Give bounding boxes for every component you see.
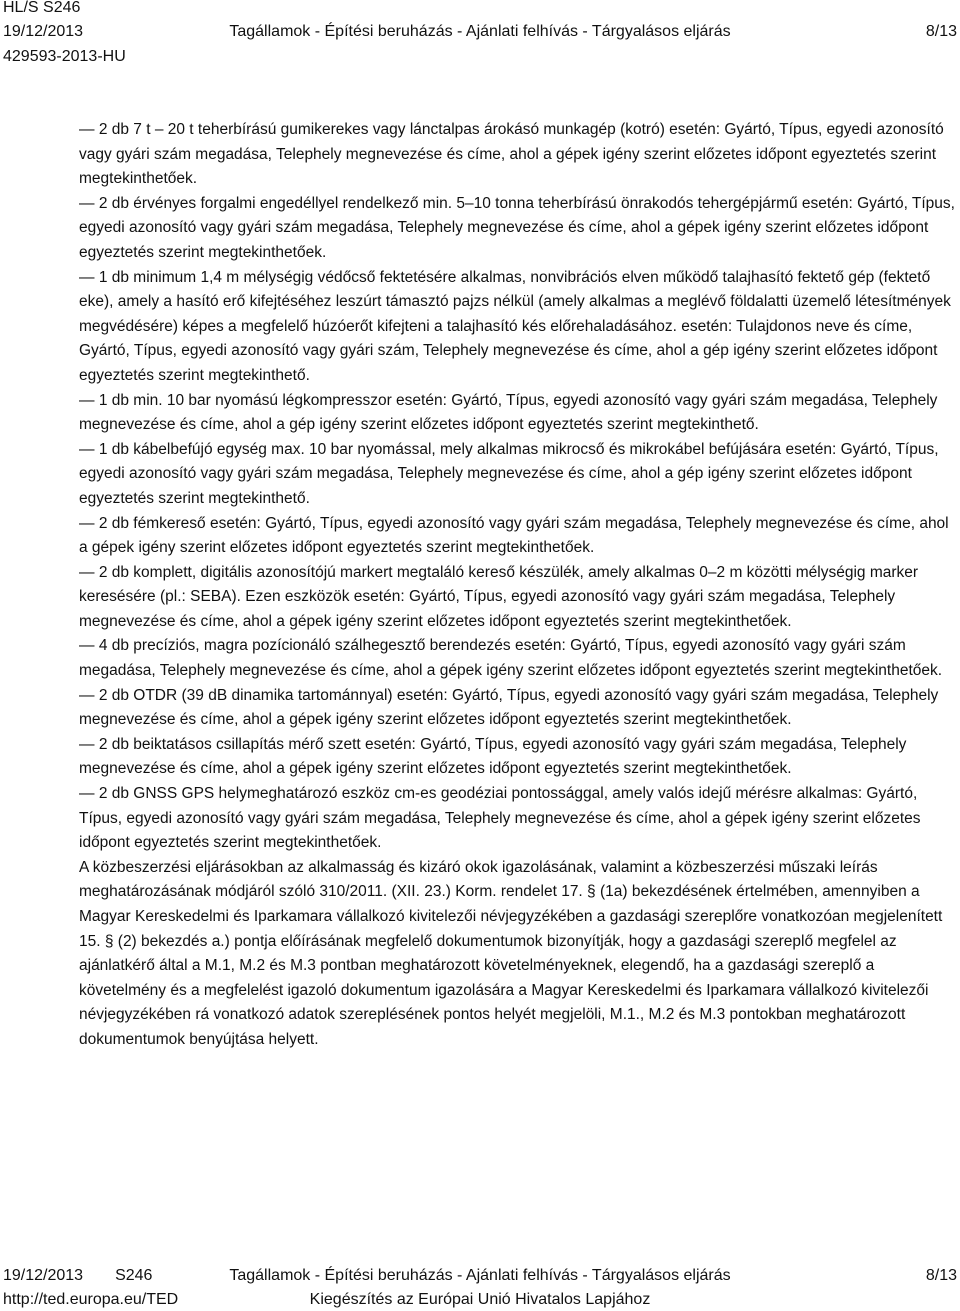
header-title: Tagállamok - Építési beruházás - Ajánlati felhívás - Tárgyalásos eljárás	[229, 23, 731, 40]
footer-publisher: Kiegészítés az Európai Unió Hivatalos Lapjához	[309, 1291, 651, 1308]
equipment-item: — 2 db fémkereső esetén: Gyártó, Típus, egyedi azonosító vagy gyári szám megadása, Telephely megnevezése és címe, ahol a gépek igény szerint előzetes időpont egyeztetés szerint megtekinthetőek.	[79, 512, 959, 561]
closing-paragraph: A közbeszerzési eljárásokban az alkalmasság és kizáró okok igazolásának, valamint a közbeszerzési műszaki leírás meghatározásának módjáról szóló 310/2011. (XII. 23.) Korm. rendelet 17. § (1a) bekezdésének értelmében, amennyiben a Magyar Kereskedelmi és Iparkamara vállalkozó kivitelezői névjegyzékében a gazdasági szereplőre vonatkozóan megjelenített 15. § (2) bekezdés a.) pontja előírásának megfelelő dokumentumok bizonyítják, hogy a gazdasági szereplő megfelel az ajánlatkérő által a M.1, M.2 és M.3 pontban meghatározott követelményeknek, elegendő, ha a gazdasági szereplő a követelmény és a megfelelést igazoló dokumentum igazolására a Magyar Kereskedelmi és Iparkamara vállalkozó kivitelezői névjegyzékében rá vonatkozó adatok szereplésének pontos helyét megjelöli, M.1., M.2 és M.3 pontokban meghatározott dokumentumok benyújtása helyett.	[79, 858, 943, 1048]
equipment-item: — 1 db min. 10 bar nyomású légkompresszor esetén: Gyártó, Típus, egyedi azonosító vagy gyári szám megadása, Telephely megnevezése és címe, ahol a gép igény szerint előzetes időpont egyeztetés szerint megtekinthető.	[79, 389, 959, 438]
equipment-item: — 2 db érvényes forgalmi engedéllyel rendelkező min. 5–10 tonna teherbírású önrakodós tehergépjármű esetén: Gyártó, Típus, egyedi azonosító vagy gyári szám megadása, Telephely megnevezése és címe, ahol a gépek igény szerint előzetes időpont egyeztetés szerint megtekinthetőek.	[79, 192, 959, 266]
footer-edition: S246	[115, 1267, 153, 1284]
equipment-item: — 2 db beiktatásos csillapítás mérő szett esetén: Gyártó, Típus, egyedi azonosító vagy gyári szám megadása, Telephely megnevezése és címe, ahol a gépek igény szerint előzetes időpont egyeztetés szerint megtekinthetőek.	[79, 733, 959, 782]
equipment-item: — 1 db minimum 1,4 m mélységig védőcső fektetésére alkalmas, nonvibrációs elven működő talajhasító fektető gép (fektető eke), amely a hasító erő kifejtéséhez leszúrt támasztó pajzs nélkül (amely alkalmas a meglévő földalatti üzemelő létesítmények megvédésére) képes a megfelelő húzóerőt kifejteni a talajhasító kés előrehaladásához. esetén: Tulajdonos neve és címe, Gyártó, Típus, egyedi azonosító vagy gyári szám, Telephely megnevezése és címe, ahol a gép igény szerint előzetes időpont egyeztetés szerint megtekinthető.	[79, 266, 959, 389]
equipment-item: — 1 db kábelbefújó egység max. 10 bar nyomással, mely alkalmas mikrocső és mikrokábel befújására esetén: Gyártó, Típus, egyedi azonosító vagy gyári szám megadása, Telephely megnevezése és címe, ahol a gép igény szerint előzetes időpont egyeztetés szerint megtekinthető.	[79, 438, 959, 512]
document-body	[79, 118, 959, 1053]
equipment-item: — 2 db GNSS GPS helymeghatározó eszköz cm-es geodéziai pontossággal, amely valós idejű mérésre alkalmas: Gyártó, Típus, egyedi azonosító vagy gyári szám megadása, Telephely megnevezése és címe, ahol a gépek igény szerint előzetes időpont egyeztetés szerint megtekinthetőek.	[79, 782, 959, 856]
footer-url[interactable]: http://ted.europa.eu/TED	[3, 1291, 179, 1308]
footer-date: 19/12/2013	[3, 1267, 84, 1284]
footer-title: Tagállamok - Építési beruházás - Ajánlati felhívás - Tárgyalásos eljárás	[229, 1267, 731, 1284]
equipment-item: — 4 db precíziós, magra pozícionáló szálhegesztő berendezés esetén: Gyártó, Típus, egyedi azonosító vagy gyári szám megadása, Telephely megnevezése és címe, ahol a gépek igény szerint előzetes időpont egyeztetés szerint megtekinthetőek.	[79, 634, 959, 683]
equipment-item: — 2 db 7 t – 20 t teherbírású gumikerekes vagy lánctalpas árokásó munkagép (kotró) esetén: Gyártó, Típus, egyedi azonosító vagy gyári szám megadása, Telephely megnevezése és címe, ahol a gépek igény szerint előzetes időpont egyeztetés szerint megtekinthetőek.	[79, 118, 959, 192]
header-date: 19/12/2013	[3, 23, 84, 40]
notice-id: 429593-2013-HU	[3, 48, 126, 65]
doc-ref: HL/S S246	[3, 0, 81, 16]
equipment-item: — 2 db OTDR (39 dB dinamika tartománnyal) esetén: Gyártó, Típus, egyedi azonosító vagy gyári szám megadása, Telephely megnevezése és címe, ahol a gépek igény szerint előzetes időpont egyeztetés szerint megtekinthetőek.	[79, 684, 959, 733]
footer-page-number: 8/13	[925, 1267, 957, 1284]
header-page-number: 8/13	[925, 23, 957, 40]
equipment-item: — 2 db komplett, digitális azonosítójú markert megtaláló kereső készülék, amely alkalmas 0–2 m közötti mélységig marker keresésére (pl.: SEBA). Ezen eszközök esetén: Gyártó, Típus, egyedi azonosító vagy gyári szám megadása, Telephely megnevezése és címe, ahol a gépek igény szerint előzetes időpont egyeztetés szerint megtekinthetőek.	[79, 561, 959, 635]
